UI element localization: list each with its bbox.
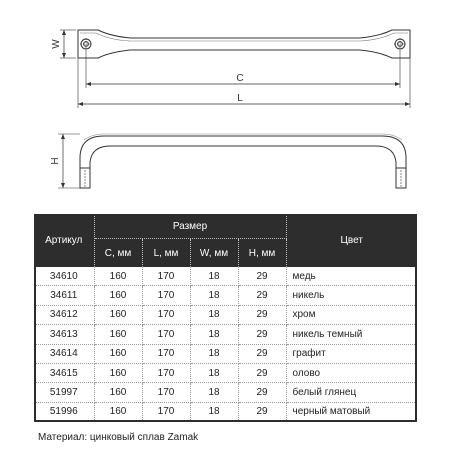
material-note: Материал: цинковый сплав Zamak <box>38 432 199 443</box>
header-color: Цвет <box>286 214 417 267</box>
header-c: C, мм <box>94 239 142 268</box>
cell-article: 34611 <box>34 286 94 305</box>
table-row <box>34 267 417 286</box>
cell-color: графит <box>286 344 417 363</box>
table-row <box>34 286 417 305</box>
cell-color: черный матовый <box>286 402 417 421</box>
cell-w: 18 <box>190 344 238 363</box>
header-size-group: Размер <box>94 214 286 239</box>
specification-table <box>34 214 417 422</box>
table-row <box>34 325 417 344</box>
cell-h: 29 <box>238 305 286 324</box>
dimension-label-l: L <box>237 93 243 104</box>
cell-color: никель <box>286 286 417 305</box>
table-row <box>34 402 417 421</box>
table-row <box>34 383 417 402</box>
handle-top-view <box>78 30 410 58</box>
cell-w: 18 <box>190 267 238 286</box>
cell-h: 29 <box>238 267 286 286</box>
cell-article: 51996 <box>34 402 94 421</box>
cell-l: 170 <box>142 267 190 286</box>
cell-article: 51997 <box>34 383 94 402</box>
header-article: Артикул <box>34 214 94 267</box>
cell-h: 29 <box>238 286 286 305</box>
dimension-label-c: C <box>236 73 244 84</box>
cell-w: 18 <box>190 305 238 324</box>
cell-l: 170 <box>142 305 190 324</box>
cell-article: 34613 <box>34 325 94 344</box>
cell-c: 160 <box>94 286 142 305</box>
cell-article: 34614 <box>34 344 94 363</box>
header-w: W, мм <box>190 239 238 268</box>
cell-article: 34615 <box>34 363 94 382</box>
table-row <box>34 363 417 382</box>
cell-h: 29 <box>238 363 286 382</box>
cell-w: 18 <box>190 383 238 402</box>
cell-l: 170 <box>142 344 190 363</box>
table-row <box>34 344 417 363</box>
header-l: L, мм <box>142 239 190 268</box>
cell-l: 170 <box>142 383 190 402</box>
cell-color: медь <box>286 267 417 286</box>
dimension-label-w: W <box>51 39 62 49</box>
cell-w: 18 <box>190 402 238 421</box>
cell-color: никель темный <box>286 325 417 344</box>
cell-w: 18 <box>190 286 238 305</box>
cell-h: 29 <box>238 383 286 402</box>
cell-h: 29 <box>238 402 286 421</box>
cell-c: 160 <box>94 267 142 286</box>
handle-side-view <box>80 136 406 188</box>
cell-l: 170 <box>142 325 190 344</box>
cell-article: 34612 <box>34 305 94 324</box>
cell-l: 170 <box>142 363 190 382</box>
cell-color: олово <box>286 363 417 382</box>
cell-w: 18 <box>190 363 238 382</box>
header-h: H, мм <box>238 239 286 268</box>
cell-w: 18 <box>190 325 238 344</box>
cell-c: 160 <box>94 344 142 363</box>
cell-color: хром <box>286 305 417 324</box>
cell-c: 160 <box>94 363 142 382</box>
cell-h: 29 <box>238 325 286 344</box>
cell-c: 160 <box>94 325 142 344</box>
cell-c: 160 <box>94 383 142 402</box>
cell-color: белый глянец <box>286 383 417 402</box>
cell-article: 34610 <box>34 267 94 286</box>
cell-l: 170 <box>142 286 190 305</box>
cell-h: 29 <box>238 344 286 363</box>
cell-c: 160 <box>94 305 142 324</box>
table-row <box>34 305 417 324</box>
dimension-label-h: H <box>50 157 61 165</box>
technical-drawing <box>0 0 450 205</box>
cell-l: 170 <box>142 402 190 421</box>
cell-c: 160 <box>94 402 142 421</box>
